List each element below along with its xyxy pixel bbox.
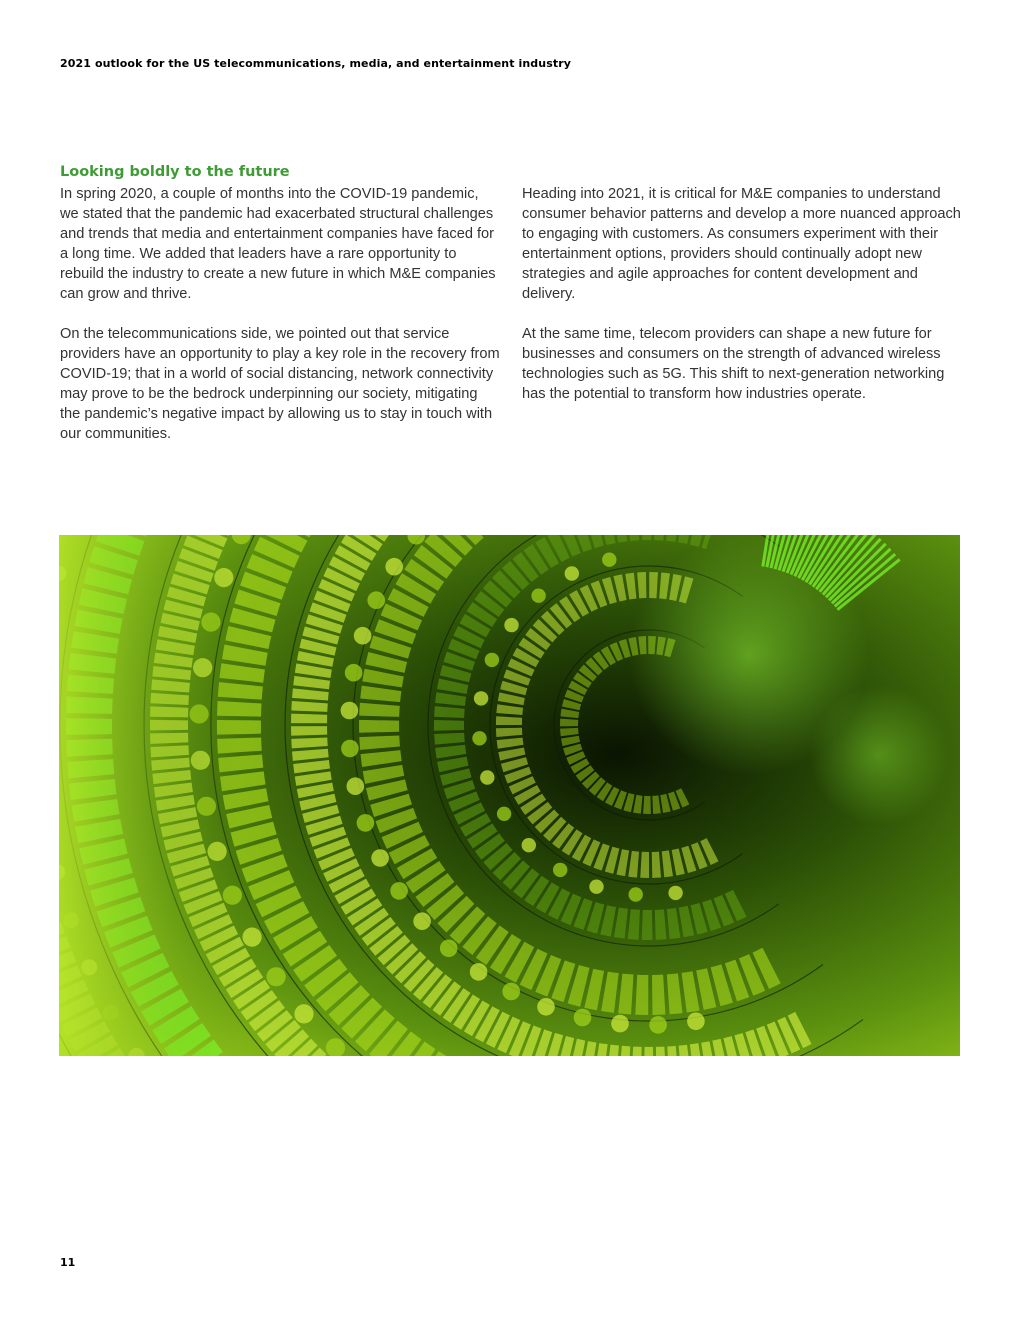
right-text-column [522, 184, 962, 424]
section-heading: Looking boldly to the future [60, 164, 290, 180]
decorative-tech-image [59, 535, 960, 1056]
left-text-column [60, 184, 500, 464]
running-header: 2021 outlook for the US telecommunications, media, and entertainment industry [60, 57, 572, 70]
paragraph: Heading into 2021, it is critical for M&E companies to understand consumer behavior patterns and develop a more nuanced approach to engaging with customers. As consumers experiment with their entertainment options, providers should continually adopt new strategies and agile approaches for content development and delivery. [522, 186, 961, 302]
abstract-circuit-rings [59, 535, 960, 1056]
paragraph: In spring 2020, a couple of months into the COVID-19 pandemic, we stated that the pandemic had exacerbated structural challenges and trends that media and entertainment companies have faced for a long time. We added that leaders have a rare opportunity to rebuild the industry to create a new future in which M&E companies can grow and thrive. [60, 186, 496, 302]
paragraph: On the telecommunications side, we pointed out that service providers have an opportunity to play a key role in the recovery from COVID-19; that in a world of social distancing, network connectivity may prove to be the bedrock underpinning our society, mitigating the pandemic’s negative impact by allowing us to stay in touch with our communities. [60, 326, 500, 442]
paragraph: At the same time, telecom providers can shape a new future for businesses and consumers on the strength of advanced wireless technologies such as 5G. This shift to next-generation networking has the potential to transform how industries operate. [522, 326, 945, 402]
page-number: 11 [60, 1256, 76, 1269]
